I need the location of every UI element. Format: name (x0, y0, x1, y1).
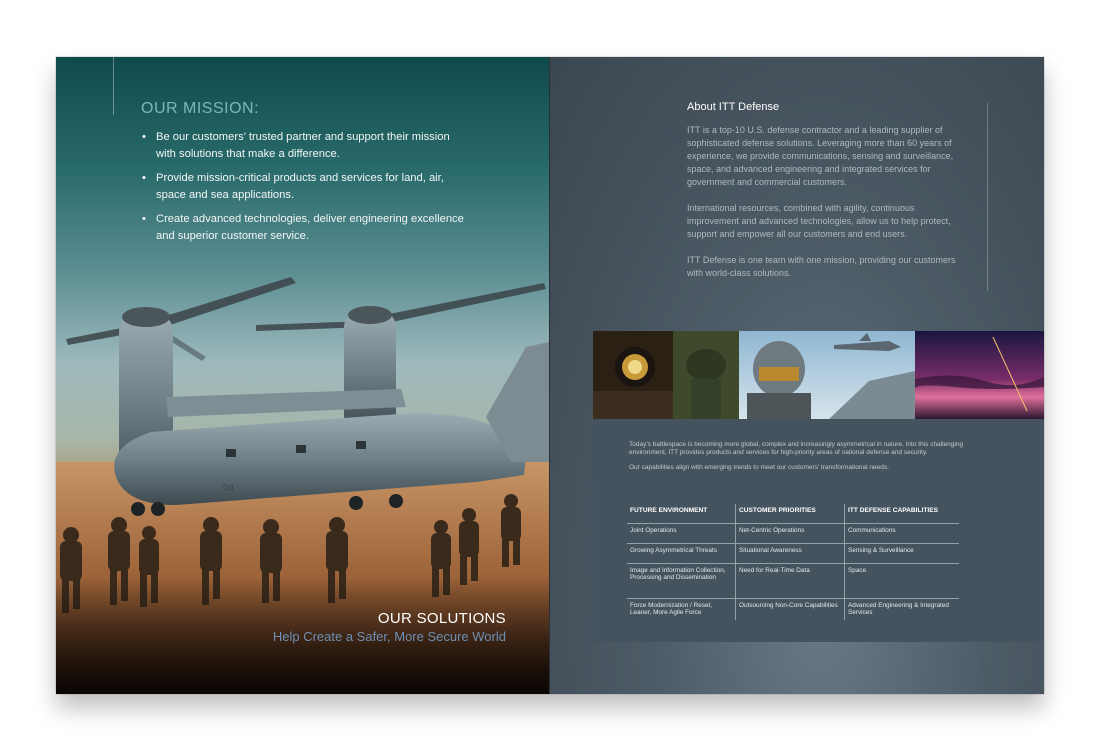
capabilities-panel (593, 419, 1044, 642)
table-cell: Image and Information Collection, Processing and Dissemination (627, 564, 736, 599)
table-cell: Net-Centric Operations (736, 524, 845, 544)
about-body (687, 124, 959, 293)
table-cell: Sensing & Surveillance (845, 544, 960, 564)
night-vision-photo (593, 331, 673, 419)
solutions-title: OUR SOLUTIONS (377, 610, 506, 627)
solutions-subtitle: Help Create a Safer, More Secure World (272, 629, 506, 644)
about-paragraph: ITT Defense is one team with one mission, providing our customers with world-class solutions. (687, 255, 956, 278)
mission-item: • Be our customers’ trusted partner and support their mission with solutions that make a difference. (140, 129, 470, 163)
about-title: About ITT Defense (687, 101, 780, 113)
sunset-sky-photo (915, 331, 1044, 419)
capabilities-intro (629, 441, 969, 479)
mission-title: OUR MISSION: (141, 100, 260, 117)
about-divider (987, 103, 988, 291)
mission-item: • Provide mission-critical products and services for land, air, space and sea applications. (140, 170, 470, 204)
pilot-jet-photo (739, 331, 915, 419)
table-cell: Advanced Engineering & Integrated Services (845, 599, 960, 621)
table-cell: Outsourcing Non-Core Capabilities (736, 599, 845, 621)
aircraft-marking: 04 (223, 483, 235, 494)
about-paragraph: ITT is a top-10 U.S. defense contractor and a leading supplier of sophisticated defense solutions. Leveraging more than 60 years of experience, we provide communications, sensing and surveillance, space, and advanced engineering and integrated services for government and commercial customers. (687, 125, 954, 187)
mission-list (140, 129, 470, 252)
brochure-spread (56, 57, 1044, 694)
intro-paragraph: Today’s battlespace is becoming more global, complex and increasingly asymmetrical in nature. Into this challenging environment, ITT provides products and services for high-priority areas of national defense and security. (629, 441, 964, 456)
column-header: FUTURE ENVIRONMENT (627, 504, 736, 524)
photo-strip (593, 331, 1044, 419)
mission-divider (113, 57, 114, 115)
table-row (627, 524, 959, 544)
right-page (550, 57, 1044, 694)
table-cell: Communications (845, 524, 960, 544)
soldier-helmet-photo (673, 331, 739, 419)
left-page (56, 57, 549, 694)
column-header: CUSTOMER PRIORITIES (736, 504, 845, 524)
table-row (627, 564, 959, 599)
intro-paragraph: Our capabilities align with emerging trends to meet our customers’ transformational needs. (629, 464, 889, 471)
table-row (627, 544, 959, 564)
table-cell: Force Modernization / Reset, Leaner, More Agile Force (630, 602, 713, 617)
mission-item: • Create advanced technologies, deliver engineering excellence and superior customer service. (140, 211, 470, 245)
capabilities-table (627, 504, 959, 620)
table-cell: Space (845, 564, 960, 599)
column-header: ITT DEFENSE CAPABILITIES (845, 504, 960, 524)
table-cell: Need for Real-Time Data (736, 564, 845, 599)
table-cell: Situational Awareness (736, 544, 845, 564)
table-header-row (627, 504, 959, 524)
about-paragraph: International resources, combined with agility, continuous improvement and advanced technologies, allow us to help protect, support and empower all our customers and end users. (687, 203, 951, 239)
table-cell: Joint Operations (627, 524, 736, 544)
table-row (627, 599, 959, 621)
table-cell: Growing Asymmetrical Threats (627, 544, 736, 564)
